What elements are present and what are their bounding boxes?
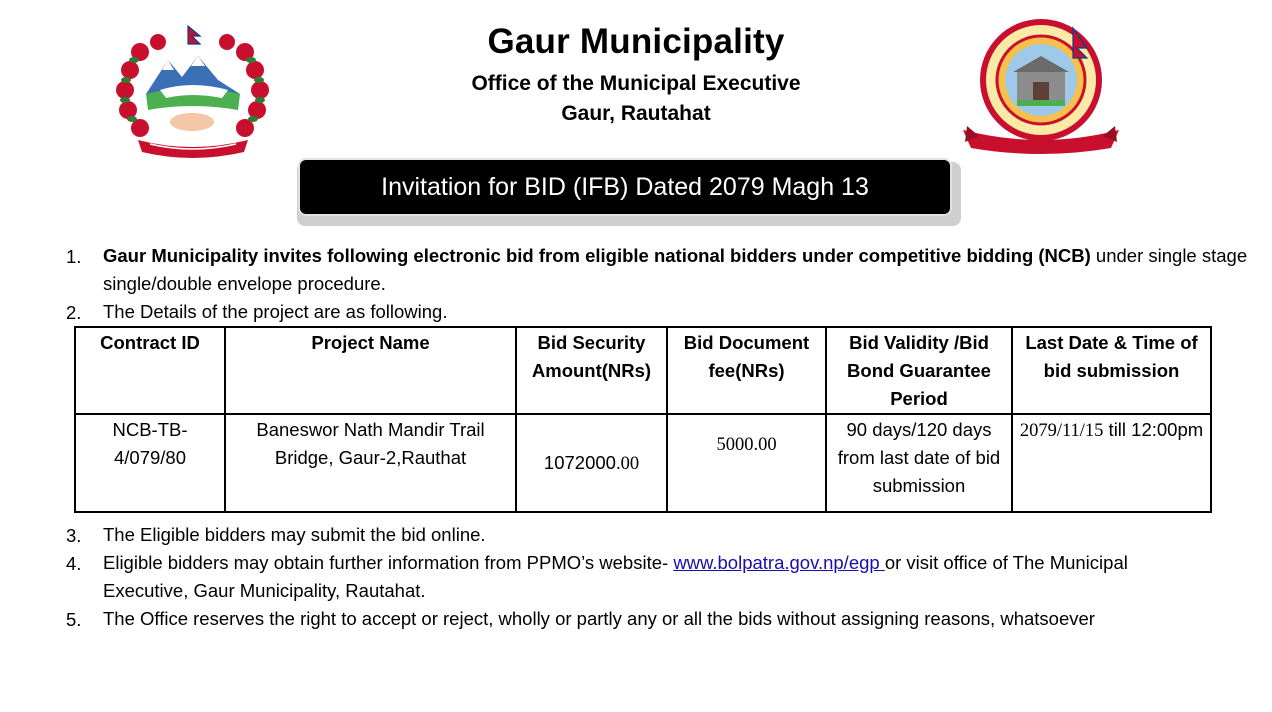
cell-project-name: Baneswor Nath Mandir Trail Bridge, Gaur-2,Rauthat [225, 414, 516, 512]
header-project-name: Project Name [225, 327, 516, 414]
list-item-1-text: under single stage single/double envelope procedure. [103, 245, 1248, 294]
header-last-date: Last Date & Time of bid submission [1012, 327, 1211, 414]
list-item-4-text-after: or visit office of The Municipal Executive, Gaur Municipality, Rautahat. [103, 552, 1128, 601]
list-item-3: The Eligible bidders may submit the bid online. [103, 524, 486, 545]
list-item-number: 1. [66, 246, 82, 267]
list-item-2: The Details of the project are as following. [103, 301, 448, 322]
gaur-municipality-logo-icon [955, 18, 1127, 160]
list-item-number: 5. [66, 609, 82, 630]
table-header-row [75, 327, 1211, 414]
header-bid-document-fee: Bid Document fee(NRs) [667, 327, 826, 414]
header-contract-id: Contract ID [75, 327, 225, 414]
bid-security-amount: 1072000 [543, 452, 616, 473]
ifb-title-banner: Invitation for BID (IFB) Dated 2079 Magh 13 [298, 158, 952, 216]
cell-bid-validity: 90 days/120 days from last date of bid submission [826, 414, 1012, 512]
cell-bid-document-fee: 5000.00 [667, 414, 826, 512]
last-date-time: till 12:00pm [1103, 419, 1204, 440]
bid-security-decimals: .00 [615, 454, 640, 474]
table-row [75, 414, 1211, 512]
list-item-number: 4. [66, 553, 82, 574]
list-item-number: 2. [66, 302, 82, 323]
header-bid-security: Bid Security Amount(NRs) [516, 327, 667, 414]
list-item-1-bold: Gaur Municipality invites following electronic bid from eligible national bidders under competitive bidding (NCB) [103, 245, 1091, 266]
list-item-number: 3. [66, 525, 82, 546]
cell-last-date [1012, 414, 1211, 512]
cell-bid-security [516, 414, 667, 512]
last-date-value: 2079/11/15 [1019, 421, 1104, 441]
header-bid-validity: Bid Validity /Bid Bond Guarantee Period [826, 327, 1012, 414]
office-name: Office of the Municipal Executive [471, 72, 801, 95]
office-location: Gaur, Rautahat [561, 102, 711, 125]
list-item-4-text: Eligible bidders may obtain further information from PPMO’s website- [103, 552, 674, 573]
bid-details-table [74, 326, 1212, 513]
ppmo-website-link[interactable]: www.bolpatra.gov.np/egp [673, 552, 885, 573]
list-item-1 [103, 242, 1248, 298]
organization-name: Gaur Municipality [487, 22, 785, 61]
list-item-5: The Office reserves the right to accept or reject, wholly or partly any or all the bids without assigning reasons, whatsoever [103, 608, 1095, 629]
list-item-4 [103, 549, 1213, 605]
nepal-coat-of-arms-icon [110, 22, 275, 162]
cell-contract-id: NCB-TB-4/079/80 [75, 414, 225, 512]
